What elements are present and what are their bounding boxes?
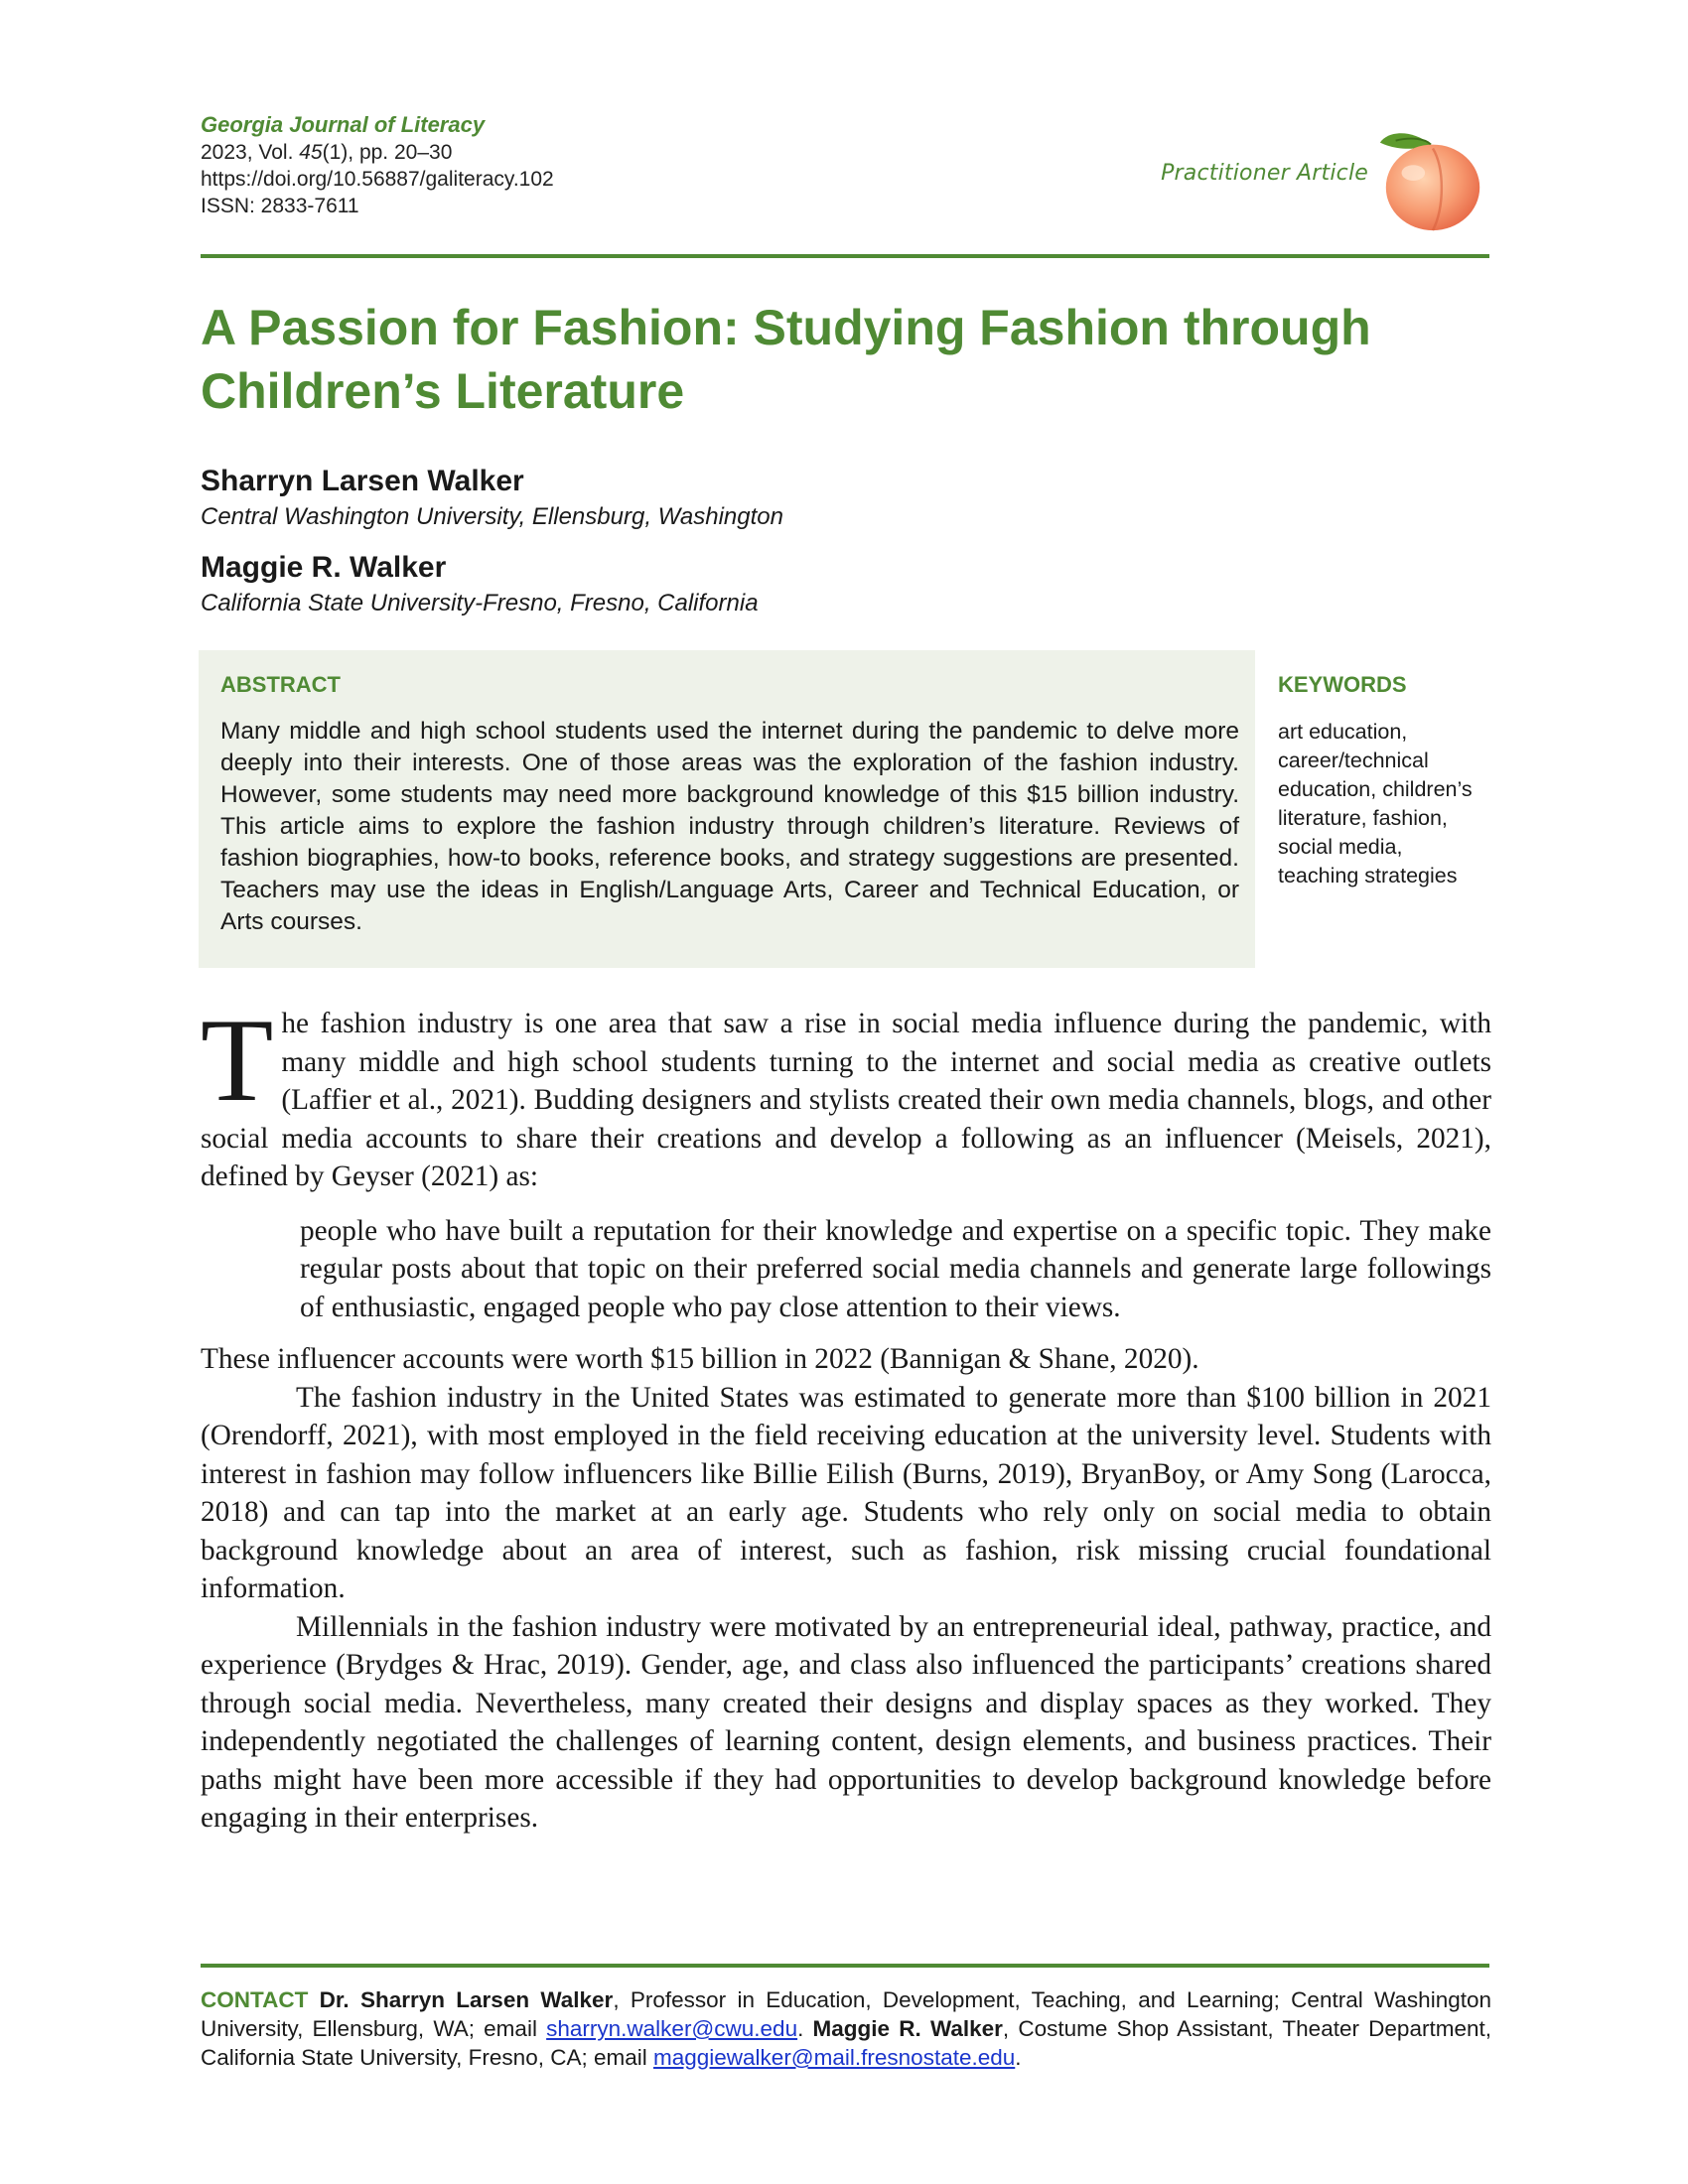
body-paragraph: These influencer accounts were worth $15 billion in 2022 (Bannigan & Shane, 2020). [201, 1343, 1199, 1375]
journal-header [201, 111, 1491, 260]
author-affiliation: California State University-Fresno, Fresno, California [201, 590, 759, 616]
contact-info: CONTACT Dr. Sharryn Larsen Walker, Professor in Education, Development, Teaching, and Learning; Central Washington University, Ellensburg, WA; email sharryn.walker@cwu.edu. Maggie R. Walker, Costume Shop Assistant, Theater Department, California State University, Fresno, CA; email maggiewalker@mail.fresnostate.edu. [201, 1987, 1491, 2070]
article-title: A Passion for Fashion: Studying Fashion through Children’s Literature [201, 300, 1371, 419]
peach-icon [1374, 119, 1491, 236]
body-paragraph: Millennials in the fashion industry were motivated by an entrepreneurial ideal, pathway, practice, and experience (Brydges & Hrac, 2019). Gender, age, and class also influenced the participants’ creations shared through social media. Nevertheless, many created their designs and display spaces as they worked. They independently negotiated the challenges of learning content, design elements, and business practices. Their paths might have been more accessible if they had opportunities to develop background knowledge before engaging in their enterprises. [201, 1610, 1491, 1834]
doi[interactable]: https://doi.org/10.56887/galiteracy.102 [201, 168, 554, 191]
volume-info: 2023, Vol. 45(1), pp. 20–30 [201, 141, 453, 164]
contact-name: Maggie R. Walker [812, 2016, 1003, 2041]
footer-divider [201, 1964, 1489, 1968]
author-name: Sharryn Larsen Walker [201, 465, 524, 497]
keywords-heading: KEYWORDS [1278, 672, 1407, 697]
abstract-heading: ABSTRACT [220, 672, 341, 697]
author-name: Maggie R. Walker [201, 551, 447, 584]
contact-label: CONTACT [201, 1987, 309, 2012]
email-link[interactable]: sharryn.walker@cwu.edu [546, 2016, 798, 2041]
body-paragraph: The fashion industry in the United States was estimated to generate more than $100 billion in 2021 (Orendorff, 2021), with most employed in the field receiving education at the university level. Students with interest in fashion may follow influencers like Billie Eilish (Burns, 2019), BryanBoy, or Amy Song (Larocca, 2018) and can tap into the market at an early age. Students who rely only on social media to obtain background knowledge about an area of interest, such as fashion, risk missing crucial foundational information. [201, 1381, 1491, 1604]
author-affiliation: Central Washington University, Ellensburg, Washington [201, 503, 783, 530]
issn: ISSN: 2833-7611 [201, 195, 359, 217]
block-quote: people who have built a reputation for their knowledge and expertise on a specific topic. They make regular posts about that topic on their preferred social media channels and generate large followings of enthusiastic, engaged people who pay close attention to their views. [300, 1214, 1491, 1323]
drop-cap: T [201, 994, 274, 1126]
journal-name: Georgia Journal of Literacy [201, 112, 486, 137]
keywords-list: art education, career/technical education, children’s literature, fashion, social media, teaching strategies [1278, 720, 1473, 887]
email-link[interactable]: maggiewalker@mail.fresnostate.edu [653, 2045, 1016, 2070]
body-paragraph: The fashion industry is one area that saw a rise in social media influence during the pandemic, with many middle and high school students turning to the internet and social media as creative outlets (Laffier et al., 2021). Budding designers and stylists created their own media channels, blogs, and other social media accounts to share their creations and develop a following as an influencer (Meisels, 2021), defined by Geyser (2021) as: [201, 994, 1491, 1192]
article-type-label: Practitioner Article [1161, 161, 1368, 186]
header-divider [201, 254, 1489, 258]
article-body [201, 994, 1491, 1838]
contact-name: Dr. Sharryn Larsen Walker [319, 1987, 614, 2012]
abstract-box [199, 650, 1255, 968]
abstract-text: Many middle and high school students used the internet during the pandemic to delve more deeply into their interests. One of those areas was the exploration of the fashion industry. However, some students may need more background knowledge of this $15 billion industry. This article aims to explore the fashion industry through children’s literature. Reviews of fashion biographies, how-to books, reference books, and strategy suggestions are presented. Teachers may use the ideas in English/Language Arts, Career and Technical Education, or Arts courses. [220, 718, 1239, 935]
